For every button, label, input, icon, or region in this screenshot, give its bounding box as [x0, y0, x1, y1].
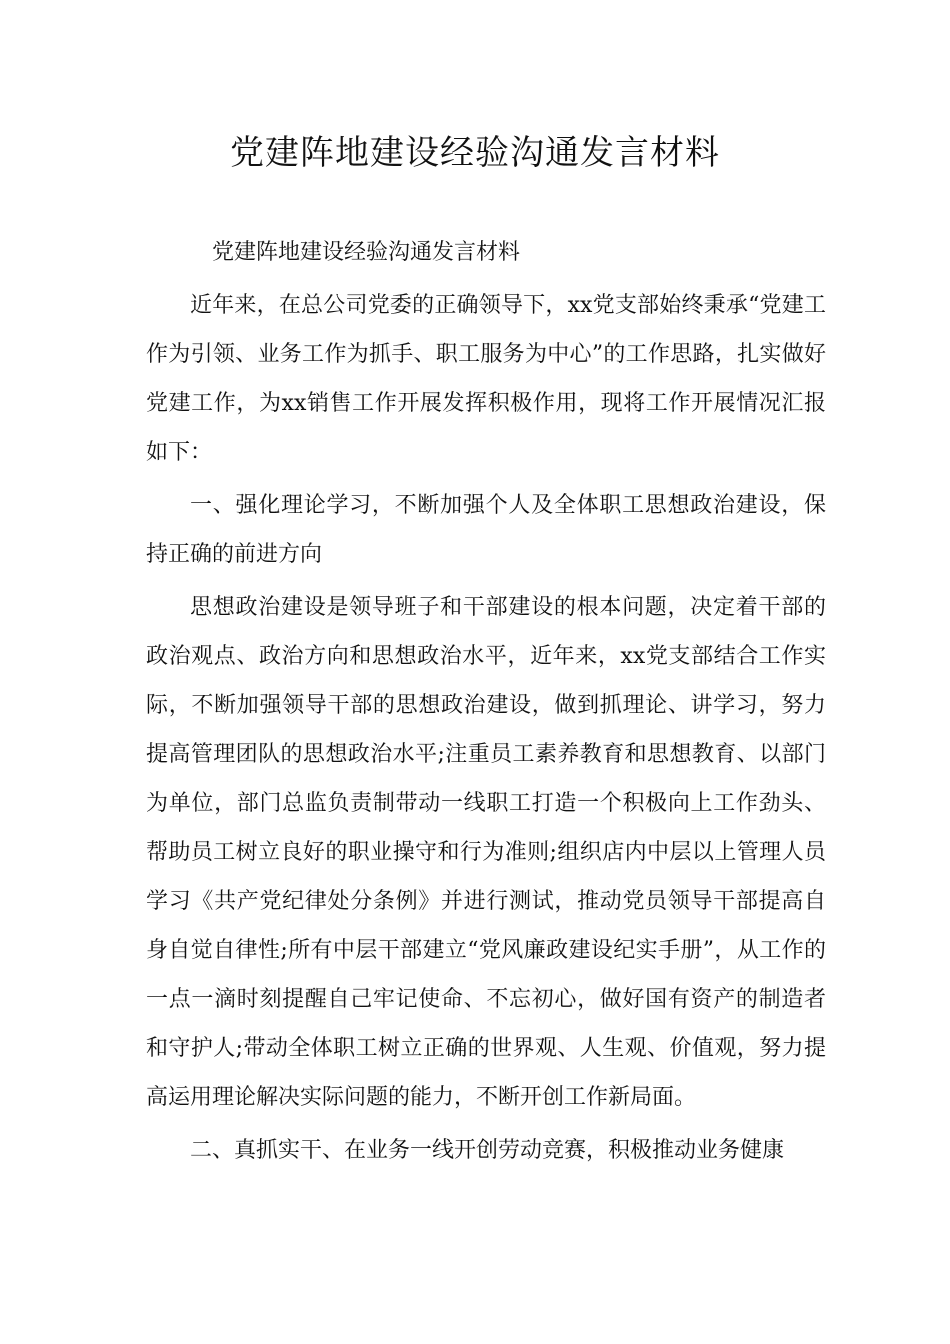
section-1-paragraph: 思想政治建设是领导班子和干部建设的根本问题，决定着干部的政治观点、政治方向和思想政治水平，近年来，xx党支部结合工作实际，不断加强领导干部的思想政治建设，做到抓理论、讲学习，努力提高管理团队的思想政治水平;注重员工素养教育和思想教育、以部门为单位，部门总监负责制带动一线职工打造一个积极向上工作劲头、帮助员工树立良好的职业操守和行为准则;组织店内中层以上管理人员学习《共产党纪律处分条例》并进行测试，推动党员领导干部提高自身自觉自律性;所有中层干部建立“党风廉政建设纪实手册”，从工作的一点一滴时刻提醒自己牢记使命、不忘初心，做好国有资产的制造者和守护人;带动全体职工树立正确的世界观、人生观、价值观，努力提高运用理论解决实际问题的能力，不断开创工作新局面。: [146, 595, 826, 1110]
section-heading-1: 一、强化理论学习，不断加强个人及全体职工思想政治建设，保持正确的前进方向: [146, 493, 826, 567]
section-heading-2: 二、真抓实干、在业务一线开创劳动竞赛，积极推动业务健康: [190, 1138, 785, 1163]
document-title: 党建阵地建设经验沟通发言材料: [230, 133, 720, 173]
document-body: [146, 228, 826, 1179]
intro-paragraph: 近年来，在总公司党委的正确领导下，xx党支部始终秉承“党建工作为引领、业务工作为抓手、职工服务为中心”的工作思路，扎实做好党建工作，为xx销售工作开展发挥积极作用，现将工作开展情况汇报如下：: [146, 293, 826, 465]
subtitle-paragraph: 党建阵地建设经验沟通发言材料: [212, 240, 521, 265]
